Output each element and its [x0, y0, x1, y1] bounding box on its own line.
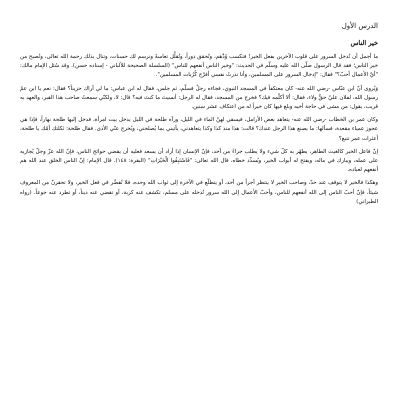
- paragraph: وَيُروى أنّ ابن عبّاس -رضي الله عنه- كان معتكفاً في المسجد النبوي، فجاءه رجلٌ فسلّم، ثم جلس، فقال له ابن عباس: ما لي أراك حزيناً؟ فقال: نعم يا ابن عمّ رسول الله، لفلان عليّ حقُّ ولاء، فقال: ألا أكلّمه فيك؟ فخرج من المسجد، فقال له الرجل: أنسيتَ ما كنتَ فيه؟ قال: لا، ولكنّي سمعتُ صاحب هذا القبر، والعهد به قريب، يقول: من مشى في حاجة أخيه وبلغ فيها كان خيراً له من اعتكاف عشر سنين.: [20, 85, 378, 111]
- lesson-title: الدرس الأول: [341, 22, 378, 30]
- paragraph: إنّ فاعل الخير كالغيث الطاهر، يطهّر به كلّ شيء ولا يطلب جزاءً من أحد، فإنّ الإنسان إذا أراد أن يسعد فعليه أن يقضي حوائج الناس، فإنّ الله عزّ وجلّ يُجازيه على عمله، ويبارك في ماله، ويفتح له أبواب الخير، ويُسدِّد خطاه، قال الله تعالى: "فَاسْتَبِقُوا الْخَيْرَاتِ" (البقرة: ١٤٨). قال الإمام: إنّ الناس الخلق عند الله هم أنفعهم لعباده.: [20, 148, 378, 174]
- paragraph: ما أجمل أن تُدخل السرور على قلوب الآخرين بفعل الخير! فتكسب وُدَّهم، وتُحقق دوراً، وتُقلِّل تعاسةً ونرسم لك حسنات، وتنال بذلك رحمة الله تعالى، وتُصبح من خير الناس؛ فقد قال الرسول صلّى الله عليه وسلّم في الحديث: "وخير الناس أنفعهم للناس" (السلسلة الصحيحة للألباني - إسناده حسن). وقد سُئل الإمام مالك: "أيّ الأعمال أحبّ؟" فقال: "إدخال السرور على المسلمين، وأنا نذرتُ نفسي أفرّج كُرُبات المسلمين".: [20, 54, 378, 79]
- paragraph: وكان عمر بن الخطاب -رضي الله عنه- يتعاهد بعض الأرامل، فيسقي لهنّ الماء في الليل، ورآه طلحة في الليل يدخل بيت امرأة، فدخل إليها طلحة نهاراً، فإذا هي عجوز عمياء مقعدة، فسألها: ما يصنع هذا الرجل عندك؟ قالت: هذا منذ كذا وكذا يتعاهدني، يأتيني بما يُصلحني، ويُخرج عنّي الأذى. فقال طلحة: ثكلتك أمّك يا طلحة، أعثرات عمر تتبع؟: [20, 117, 378, 142]
- section-title: خير الناس: [350, 39, 378, 47]
- paragraph: وهكذا فالخير لا يتوقف عند حدّ، وصاحب الخير لا ينتظر أجراً من أحد، أو يتطلّع في الآخرة إلى ثواب الله وحده، فلا تُقصِّر في فعل الخير، ولا تحقرنّ من المعروف شيئاً، فإنّ أحبّ الناس إلى الله أنفعهم للناس، وأحبّ الأعمال إلى الله سرور تُدخله على مسلم، تكشف عنه كربة، أو تقضي عنه ديناً، أو تطرد عنه جوعاً. (رواه الطبراني): [20, 180, 378, 205]
